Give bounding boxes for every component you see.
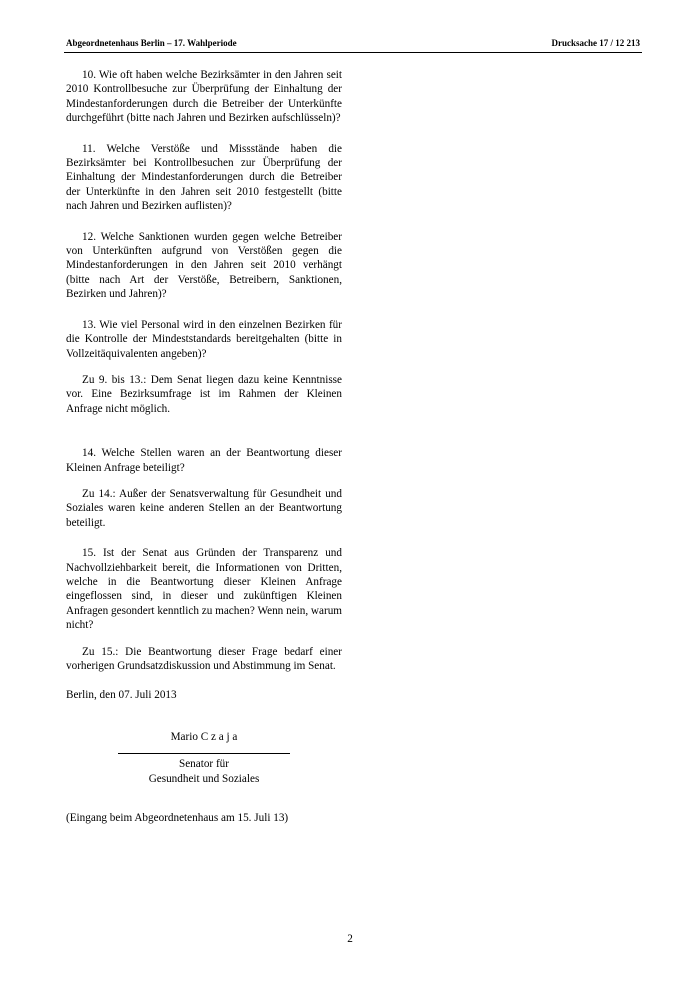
page-number: 2	[347, 933, 353, 945]
signature-line	[118, 753, 290, 754]
header-divider	[64, 52, 642, 53]
answer-9-to-13: Zu 9. bis 13.: Dem Senat liegen dazu keine Kenntnisse vor. Eine Bezirksumfrage ist im Rahmen der Kleinen Anfrage nicht möglich.	[66, 373, 342, 415]
text-column	[66, 68, 342, 673]
header-document-number: Drucksache 17 / 12 213	[551, 38, 640, 48]
question-13: 13. Wie viel Personal wird in den einzelnen Bezirken für die Kontrolle der Mindeststandards bereitgehalten (bitte in Vollzeitäquivalenten angeben)?	[66, 318, 342, 360]
signature-block	[118, 730, 290, 786]
header-parliament-label: Abgeordnetenhaus Berlin – 17. Wahlperiode	[66, 38, 237, 48]
answer-14: Zu 14.: Außer der Senatsverwaltung für Gesundheit und Soziales waren keine anderen Stellen an der Beantwortung beteiligt.	[66, 487, 342, 529]
receipt-note: (Eingang beim Abgeordnetenhaus am 15. Juli 13)	[66, 812, 289, 824]
question-12: 12. Welche Sanktionen wurden gegen welche Betreiber von Unterkünften aufgrund von Verstößen gegen die Mindestanforderungen in den Jahren seit 2010 verhängt (bitte nach Art der Verstöße, Betreibern, Sanktionen, Bezirken und Jahren)?	[66, 230, 342, 301]
date-line: Berlin, den 07. Juli 2013	[66, 689, 177, 701]
question-15: 15. Ist der Senat aus Gründen der Transparenz und Nachvollziehbarkeit bereit, die Informationen von Dritten, welche in die Beantwortung dieser Kleinen Anfrage eingeflossen sind, in dieser und zukünftigen Kleinen Anfragen gesondert kenntlich zu machen? Wenn nein, warum nicht?	[66, 547, 342, 632]
signatory-department: Gesundheit und Soziales	[148, 772, 260, 785]
signatory-name: Mario C z a j a	[170, 731, 238, 743]
question-14: 14. Welche Stellen waren an der Beantwortung dieser Kleinen Anfrage beteiligt?	[66, 447, 342, 474]
page-header	[66, 38, 640, 52]
signatory-title: Senator für	[178, 758, 230, 771]
answer-15: Zu 15.: Die Beantwortung dieser Frage bedarf einer vorherigen Grundsatzdiskussion und Abstimmung im Senat.	[66, 645, 342, 672]
question-11: 11. Welche Verstöße und Missstände haben die Bezirksämter bei Kontrollbesuchen zur Überprüfung der Einhaltung der Mindestanforderungen durch die Betreiber der Unterkünfte in den Jahren seit 2010 festgestellt (bitte nach Jahren und Bezirken auflisten)?	[66, 142, 342, 213]
question-10: 10. Wie oft haben welche Bezirksämter in den Jahren seit 2010 Kontrollbesuche zur Überprüfung der Einhaltung der Mindestanforderungen durch die Betreiber der Unterkünfte durchgeführt (bitte nach Jahren und Bezirken aufschlüsseln)?	[66, 69, 342, 125]
